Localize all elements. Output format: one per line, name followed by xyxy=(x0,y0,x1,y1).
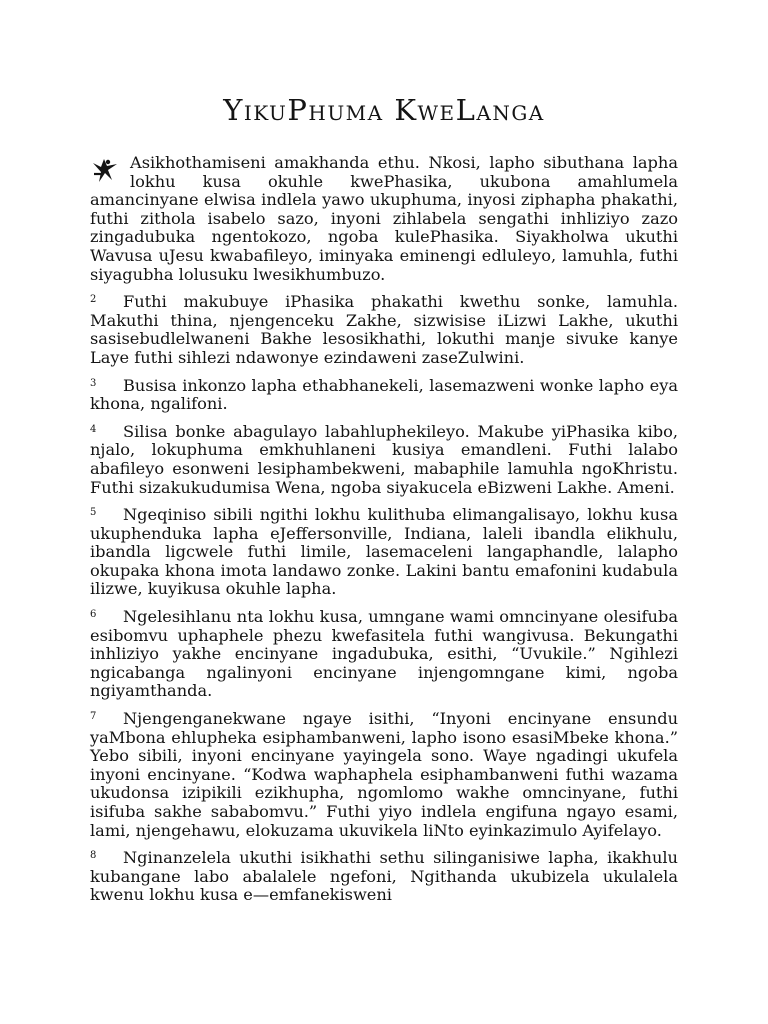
paragraph-8 xyxy=(90,849,678,905)
paragraph-6 xyxy=(90,608,678,701)
paragraph-number: 8 xyxy=(90,850,97,862)
paragraph-text: Asikhothamiseni amakhanda ethu. Nkosi, lapho sibuthana lapha lokhu kusa okuhle kwePhasika, ukubona amahlumela amancinyane elwisa indlela yawo ukuphuma, inyosi ziphapha phakathi, futhi zithola isabelo sazo, inyoni zihlabela sengathi inhliziyo zazo zingadubuka ngentokozo, ngoba kulePhasika. Siyakholwa ukuthi Wavusa uJesu kwabafileyo, iminyaka eminengi edluleyo, lamuhla, futhi siyagubha lolusuku lwesikhumbuzo. xyxy=(90,153,678,284)
paragraph-3 xyxy=(90,377,678,414)
document-body xyxy=(90,154,678,905)
paragraph-number: 6 xyxy=(90,609,97,621)
paragraph-number: 3 xyxy=(90,377,97,389)
paragraph-text: Ngeqiniso sibili ngithi lokhu kulithuba elimangalisayo, lokhu kusa ukuphenduka lapha eJeffersonville, Indiana, laleli ibandla elikhulu, ibandla ligcwele futhi limile, lasemaceleni langaphandle, lalapho okupaka khona imota landawo zonke. Lakini bantu emafonini kudabula ilizwe, kuyikusa okuhle lapha. xyxy=(90,505,678,599)
paragraph-text: Njengenganekwane ngaye isithi, “Inyoni encinyane ensundu yaMbona ehlupheka esiphambanweni, lapho isono esasiMbeke khona.” Yebo sibili, inyoni encinyane yayingela sono. Waye ngadingi ukufela inyoni encinyane. “Kodwa waphaphela esiphambanweni futhi wazama ukudonsa izipikili ezikhupha, ngomlomo wakhe omncinyane, futhi isifuba sakhe sababomvu.” Futhi yiyo indlela engifuna ngayo esami, lami, njengehawu, elokuzama ukuvikela liNto eyinkazimulo Ayifelayo. xyxy=(90,709,678,840)
paragraph-1 xyxy=(90,154,678,284)
paragraph-text: Futhi makubuye iPhasika phakathi kwethu sonke, lamuhla. Makuthi thina, njengenceku Zakhe, sizwisise iLizwi Lakhe, ukuthi sasisebudlelwaneni Bakhe lesosikhathi, lokuthi manje sivuke kanye Laye futhi sihlezi ndawonye ezindaweni zaseZulwini. xyxy=(90,292,678,367)
paragraph-5 xyxy=(90,506,678,599)
eagle-icon xyxy=(90,155,120,185)
paragraph-7 xyxy=(90,710,678,840)
page-title: YikuPhuma KweLanga xyxy=(223,93,545,127)
paragraph-text: Silisa bonke abagulayo labahluphekileyo. Makube yiPhasika kibo, njalo, lokuphuma emkhuhlaneni kusiya emandleni. Futhi lalabo abafileyo esonweni lesiphambekweni, mabaphile lamuhla ngoKhristu. Futhi sizakukudumisa Wena, ngoba siyakucela eBizweni Lakhe. Ameni. xyxy=(90,421,678,497)
paragraph-number: 5 xyxy=(90,507,97,519)
paragraph-4 xyxy=(90,423,678,497)
paragraph-2 xyxy=(90,293,678,367)
paragraph-text: Ngelesihlanu nta lokhu kusa, umngane wami omncinyane olesifuba esibomvu uphaphele phezu kwefasitela futhi wangivusa. Bekungathi inhliziyo yakhe encinyane ingadubuka, esithi, “Uvukile.” Ngihlezi ngicabanga ngalinyoni encinyane injengomngane kimi, ngoba ngiyamthanda. xyxy=(90,607,678,701)
paragraph-text: Nginanzelela ukuthi isikhathi sethu silinganisiwe lapha, ikakhulu kubangane labo abalalele ngefoni, Ngithanda ukubizela ukulalela kwenu lokhu kusa e—emfanekisweni xyxy=(90,848,678,905)
paragraph-number: 4 xyxy=(90,423,97,435)
document-page xyxy=(90,0,678,1024)
paragraph-text: Busisa inkonzo lapha ethabhanekeli, lasemazweni wonke lapho eya khona, ngalifoni. xyxy=(90,375,678,414)
paragraph-number: 2 xyxy=(90,294,97,306)
paragraph-number: 7 xyxy=(90,711,97,723)
